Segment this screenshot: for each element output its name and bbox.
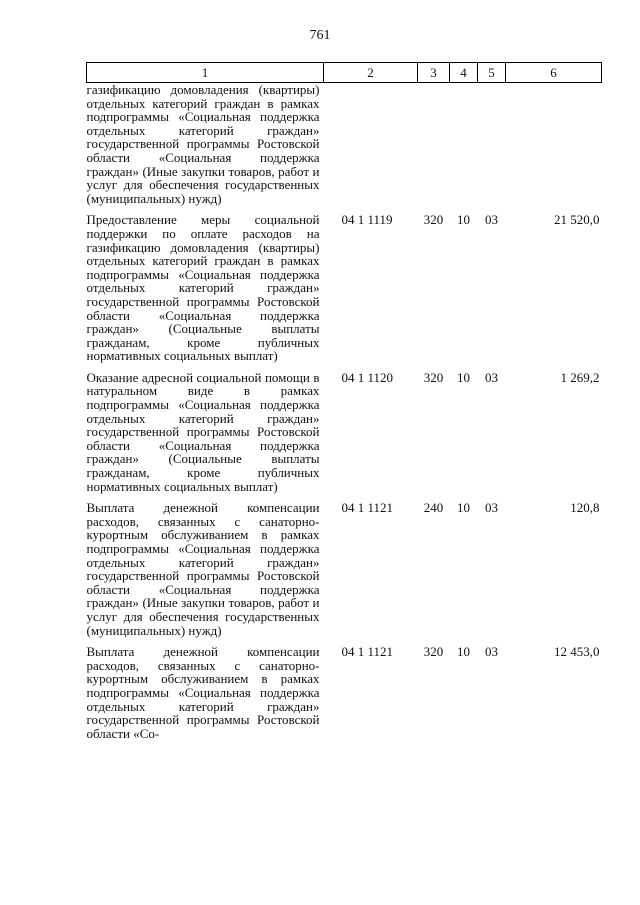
subsection-code: 03 [485,500,498,516]
amount: 12 453,0 [554,644,600,660]
column-header: 2 [324,63,418,83]
column-header: 3 [418,63,450,83]
page-number: 761 [309,28,331,43]
section-code: 10 [457,644,470,660]
column-header: 1 [87,63,324,83]
subsection-code [478,83,506,206]
amount: 21 520,0 [554,212,600,228]
section-code: 10 [457,369,470,385]
budget-table [86,62,602,740]
section-code: 10 [457,500,470,516]
column-header: 6 [506,63,602,83]
row-description: Выплата денежной компенсации расходов, связанных с санаторно-курортным обслуживанием в рамках подпрограммы «Социальная поддержка отдельных категорий граждан» государственной программы Ростовской области «Со- [86,644,320,741]
table-row [87,501,602,637]
subsection-code: 03 [485,369,498,385]
table-row [87,83,602,206]
expense-type-code: 320 [423,644,444,660]
column-number-row [87,63,602,83]
table-row [87,371,602,493]
target-article-code: 04 1 1121 [341,644,394,660]
expense-type-code: 320 [423,369,444,385]
amount [506,83,602,206]
expense-type-code: 320 [423,212,444,228]
row-description: Предоставление меры социальной поддержки по оплате расходов на газификацию домовладения (квартиры) отдельных категорий граждан в рамках подпрограммы «Социальная поддержка отдельных категорий граждан» государственной программы Ростовской области «Социальная поддержка граждан» (Социальные выплаты гражданам, кроме публичных нормативных социальных выплат) [86,212,320,364]
target-article-code: 04 1 1119 [341,212,393,228]
column-header: 4 [450,63,478,83]
row-description: Выплата денежной компенсации расходов, связанных с санаторно-курортным обслуживанием в рамках подпрограммы «Социальная поддержка отдельных категорий граждан» государственной программы Ростовской области «Социальная поддержка граждан» (Иные закупки товаров, работ и услуг для обеспечения государственных (муниципальных) нужд) [86,500,320,638]
target-article-code: 04 1 1121 [341,500,394,516]
target-article-code [324,83,418,206]
row-description: газификацию домовладения (квартиры) отдельных категорий граждан в рамках подпрограммы «Социальная поддержка отдельных категорий граждан» государственной программы Ростовской области «Социальная поддержка граждан» (Иные закупки товаров, работ и услуг для обеспечения государственных (муниципальных) нужд) [86,82,320,206]
expense-type-code: 240 [423,500,444,516]
section-code: 10 [457,212,470,228]
table-row [87,213,602,363]
target-article-code: 04 1 1120 [341,369,394,385]
expense-type-code [418,83,450,206]
table-row [87,645,602,740]
column-header: 5 [478,63,506,83]
subsection-code: 03 [485,644,498,660]
subsection-code: 03 [485,212,498,228]
amount: 1 269,2 [560,369,600,385]
section-code [450,83,478,206]
row-description: Оказание адресной социальной помощи в натуральном виде в рамках подпрограммы «Социальная поддержка отдельных категорий граждан» государственной программы Ростовской области «Социальная поддержка граждан» (Социальные выплаты гражданам, кроме публичных нормативных социальных выплат) [86,369,320,494]
amount: 120,8 [570,500,600,516]
